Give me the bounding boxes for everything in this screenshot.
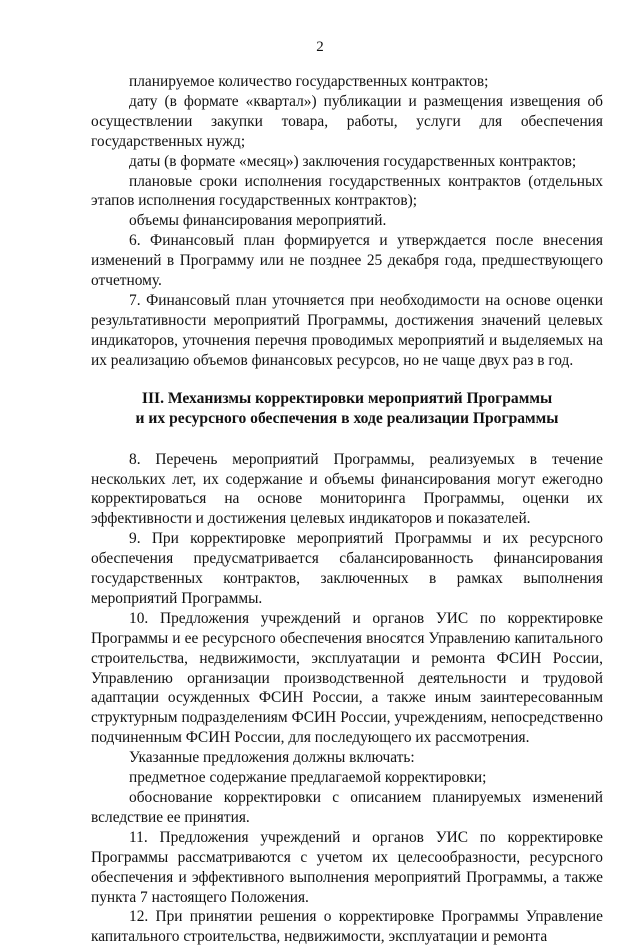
paragraph: 7. Финансовый план уточняется при необходимости на основе оценки результативности мероприятий Программы, достижения значений целевых индикаторов, уточнения перечня проводимых мероприятий и выделяемых на их реализацию объемов финансовых ресурсов, но не чаще двух раз в год.: [91, 291, 603, 369]
paragraph: 8. Перечень мероприятий Программы, реализуемых в течение нескольких лет, их содержание и объемы финансирования могут ежегодно корректироваться на основе мониторинга Программы, оценки их эффективности и достижения целевых индикаторов и показателей.: [91, 450, 603, 528]
paragraph: предметное содержание предлагаемой корректировки;: [129, 769, 487, 787]
document-body: [91, 72, 603, 947]
paragraph: обоснование корректировки с описанием планируемых изменений вследствие ее принятия.: [91, 789, 603, 826]
paragraph: 9. При корректировке мероприятий Программы и их ресурсного обеспечения предусматривается сбалансированность финансирования государственных контрактов, заключенных в рамках выполнения мероприятий Программы.: [91, 530, 603, 607]
section-heading-line: и их ресурсного обеспечения в ходе реализации Программы: [135, 409, 559, 427]
paragraph: 12. При принятии решения о корректировке Программы Управление капитального строительства, недвижимости, эксплуатации и ремонта: [91, 908, 603, 946]
paragraph: Указанные предложения должны включать:: [129, 749, 415, 767]
paragraph: даты (в формате «месяц») заключения государственных контрактов;: [129, 152, 577, 170]
paragraph: плановые сроки исполнения государственных контрактов (отдельных этапов исполнения государственных контрактов);: [91, 172, 603, 210]
paragraph: 10. Предложения учреждений и органов УИС по корректировке Программы и ее ресурсного обеспечения вносятся Управлению капитального строительства, недвижимости, эксплуатации и ремонта ФСИН России, Управлению организации производственной деятельности и трудовой адаптации осужденных ФСИН России, а также иным заинтересованным структурным подразделениям ФСИН России, учреждениям, непосредственно подчиненным ФСИН России, для последующего их рассмотрения.: [91, 609, 603, 747]
paragraph: 6. Финансовый план формируется и утверждается после внесения изменений в Программу или не позднее 25 декабря года, предшествующего отчетному.: [91, 232, 603, 290]
page-number: 2: [316, 39, 324, 55]
paragraph: дату (в формате «квартал») публикации и размещения извещения об осуществлении закупки товара, работы, услуги для обеспечения государственных нужд;: [91, 92, 603, 150]
section-heading-line: III. Механизмы корректировки мероприятий Программы: [141, 389, 553, 407]
paragraph: планируемое количество государственных контрактов;: [129, 73, 489, 90]
section-heading: [91, 389, 603, 429]
paragraph: объемы финансирования мероприятий.: [129, 212, 387, 230]
paragraph: 11. Предложения учреждений и органов УИС по корректировке Программы рассматриваются с учетом их целесообразности, ресурсного обеспечения и эффективного выполнения мероприятий Программы, а также пункта 7 настоящего Положения.: [91, 828, 603, 906]
